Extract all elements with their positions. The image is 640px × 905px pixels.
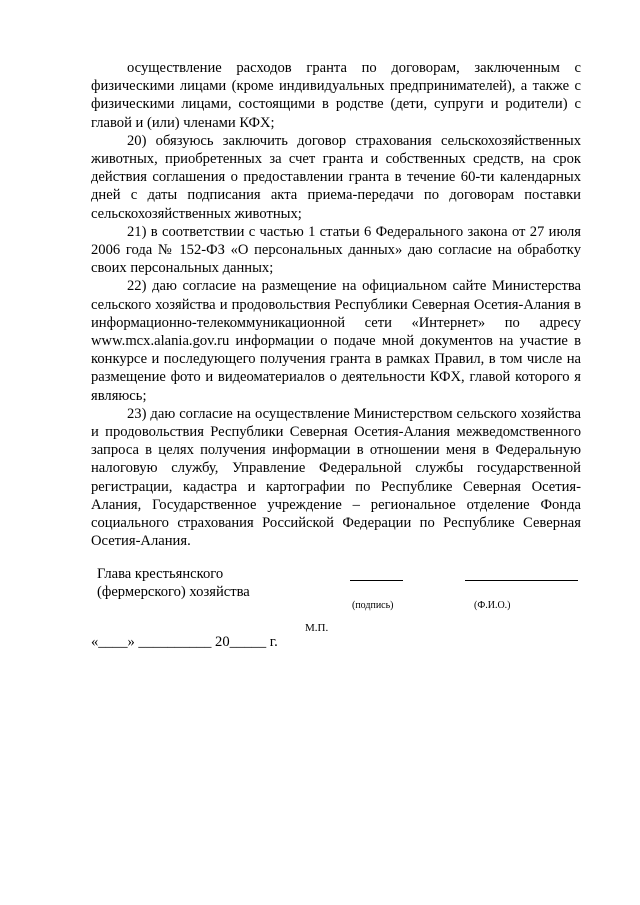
name-line [465,580,578,581]
signatory-role-line1: Глава крестьянского [97,566,224,582]
paragraph-23-interagency-request: 23) даю согласие на осуществление Министерством сельского хозяйства и продовольствия Республики Северная Осетия-Алания межведомственного запроса в целях получения информации в отношении меня в Федеральную налоговую службу, Управление Федеральной службы государственной регистрации, кадастра и картографии по Республике Северная Осетия-Алания, Государственное учреждение – региональное отделение Фонда социального страхования Российской Федерации по Республике Северная Осетия-Алания. [91,405,581,550]
signature-line [350,580,403,581]
paragraph-20-insurance: 20) обязуюсь заключить договор страхования сельскохозяйственных животных, приобретенных за счет гранта и собственных средств, на срок действия соглашения о предоставлении гранта в течение 60-ти календарных дней с даты подписания акта приема-передачи по договорам поставки сельскохозяйственных животных; [91,132,581,222]
paragraph-fkh-expenses: осуществление расходов гранта по договорам, заключенным с физическими лицами (кроме индивидуальных предпринимателей), а также с физическими лицами, состоящими в родстве (дети, супруги и родители) с главой и (или) членами КФХ; [91,60,581,131]
signature-caption: (подпись) [352,600,394,611]
signatory-role-line2: (фермерского) хозяйства [97,584,250,600]
date-line: «____» __________ 20_____ г. [91,634,278,650]
stamp-place-label: М.П. [305,622,329,634]
paragraph-22-website-consent: 22) даю согласие на размещение на официальном сайте Министерства сельского хозяйства и продовольствия Республики Северная Осетия-Алания в информационно-телекоммуникационной сети «Интернет» по адресу www.mcx.alania.gov.ru информации о подаче мной документов на участие в конкурсе и последующего получения гранта в рамках Правил, в том числе на размещение фото и видеоматериалов о деятельности КФХ, главой которого я являюсь; [91,278,581,404]
name-caption: (Ф.И.О.) [474,600,511,611]
paragraph-21-personal-data: 21) в соответствии с частью 1 статьи 6 Федерального закона от 27 июля 2006 года № 152-ФЗ «О персональных данных» даю согласие на обработку своих персональных данных; [91,223,581,277]
